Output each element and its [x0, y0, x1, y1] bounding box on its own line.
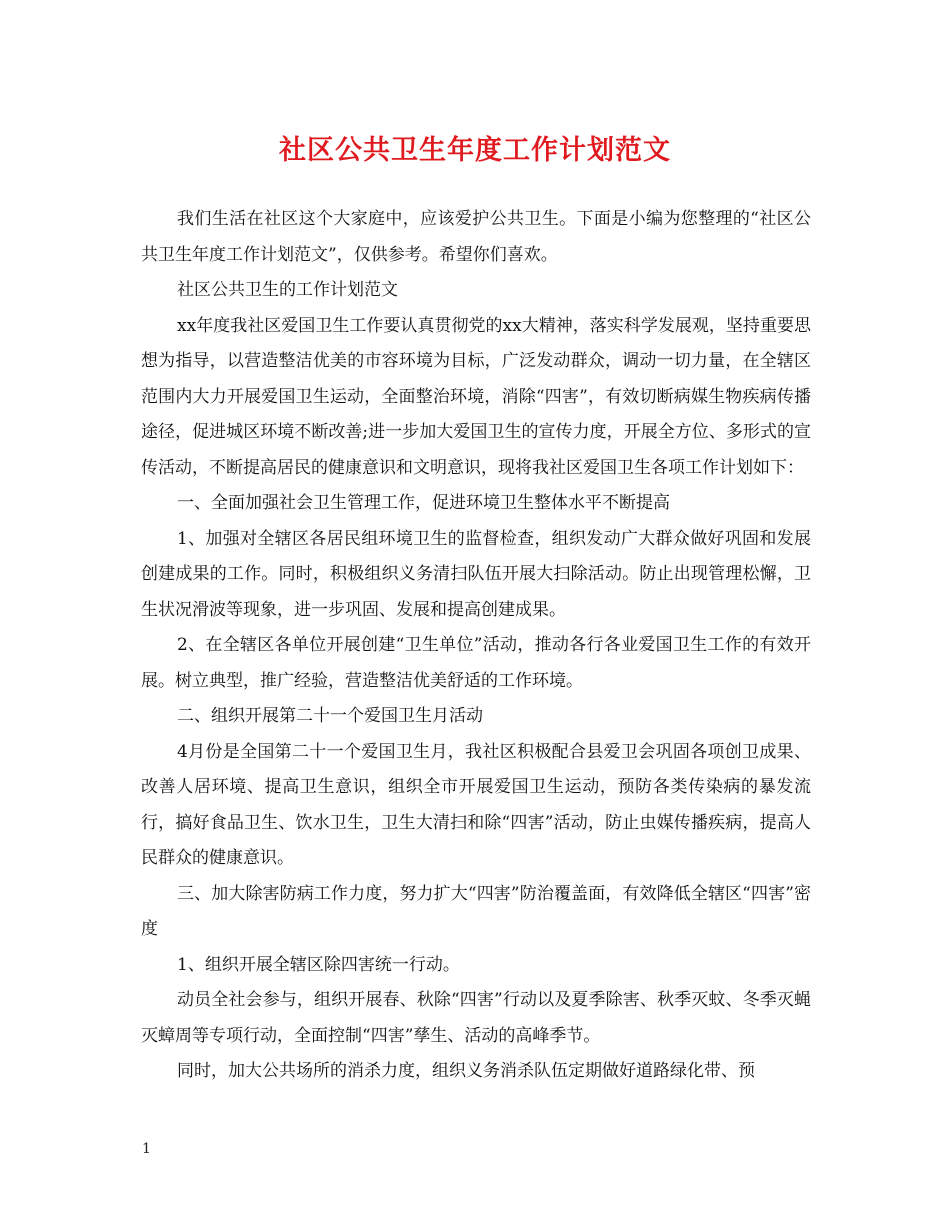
paragraph-overview: xx年度我社区爱国卫生工作要认真贯彻党的xx大精神，落实科学发展观，坚持重要思想为指导，以营造整洁优美的市容环境为目标，广泛发动群众，调动一切力量，在全辖区范围内大力开展爱国卫生运动，全面整治环境，消除“四害”，有效切断病媒生物疾病传播途径，促进城区环境不断改善;进一步加大爱国卫生的宣传力度，开展全方位、多形式的宣传活动，不断提高居民的健康意识和文明意识，现将我社区爱国卫生各项工作计划如下： — [141, 315, 811, 478]
paragraph-item-1-1: 1、加强对全辖区各居民组环境卫生的监督检查，组织发动广大群众做好巩固和发展创建成果的工作。同时，积极组织义务清扫队伍开展大扫除活动。防止出现管理松懈，卫生状况滑波等现象，进一步巩固、发展和提高创建成果。 — [141, 528, 811, 620]
paragraph-mobilize: 动员全社会参与，组织开展春、秋除“四害”行动以及夏季除害、秋季灭蚊、冬季灭蝇灭蟑周等专项行动，全面控制“四害”孳生、活动的高峰季节。 — [141, 990, 811, 1046]
section-heading-1: 一、全面加强社会卫生管理工作，促进环境卫生整体水平不断提高 — [177, 493, 670, 513]
document-title: 社区公共卫生年度工作计划范文 — [279, 135, 671, 166]
page-number: 1 — [142, 1141, 151, 1157]
paragraph-meanwhile: 同时，加大公共场所的消杀力度，组织义务消杀队伍定期做好道路绿化带、预 — [177, 1061, 755, 1081]
section-heading-2: 二、组织开展第二十一个爱国卫生月活动 — [177, 706, 483, 726]
section-heading-3: 三、加大除害防病工作力度，努力扩大“四害”防治覆盖面，有效降低全辖区“四害”密度 — [141, 883, 811, 939]
paragraph-item-3-1: 1、组织开展全辖区除四害统一行动。 — [177, 954, 460, 975]
document-body — [141, 202, 811, 1090]
paragraph-item-1-2: 2、在全辖区各单位开展创建“卫生单位”活动，推动各行各业爱国卫生工作的有效开展。树立典型，推广经验，营造整洁优美舒适的工作环境。 — [141, 635, 811, 691]
paragraph-subtitle: 社区公共卫生的工作计划范文 — [177, 280, 398, 300]
paragraph-intro: 我们生活在社区这个大家庭中，应该爱护公共卫生。下面是小编为您整理的“社区公共卫生年度工作计划范文”，仅供参考。希望你们喜欢。 — [141, 209, 811, 265]
paragraph-section-2: 4月份是全国第二十一个爱国卫生月，我社区积极配合县爱卫会巩固各项创卫成果、改善人居环境、提高卫生意识，组织全市开展爱国卫生运动，预防各类传染病的暴发流行，搞好食品卫生、饮水卫生，卫生大清扫和除“四害”活动，防止虫媒传播疾病，提高人民群众的健康意识。 — [141, 741, 811, 868]
